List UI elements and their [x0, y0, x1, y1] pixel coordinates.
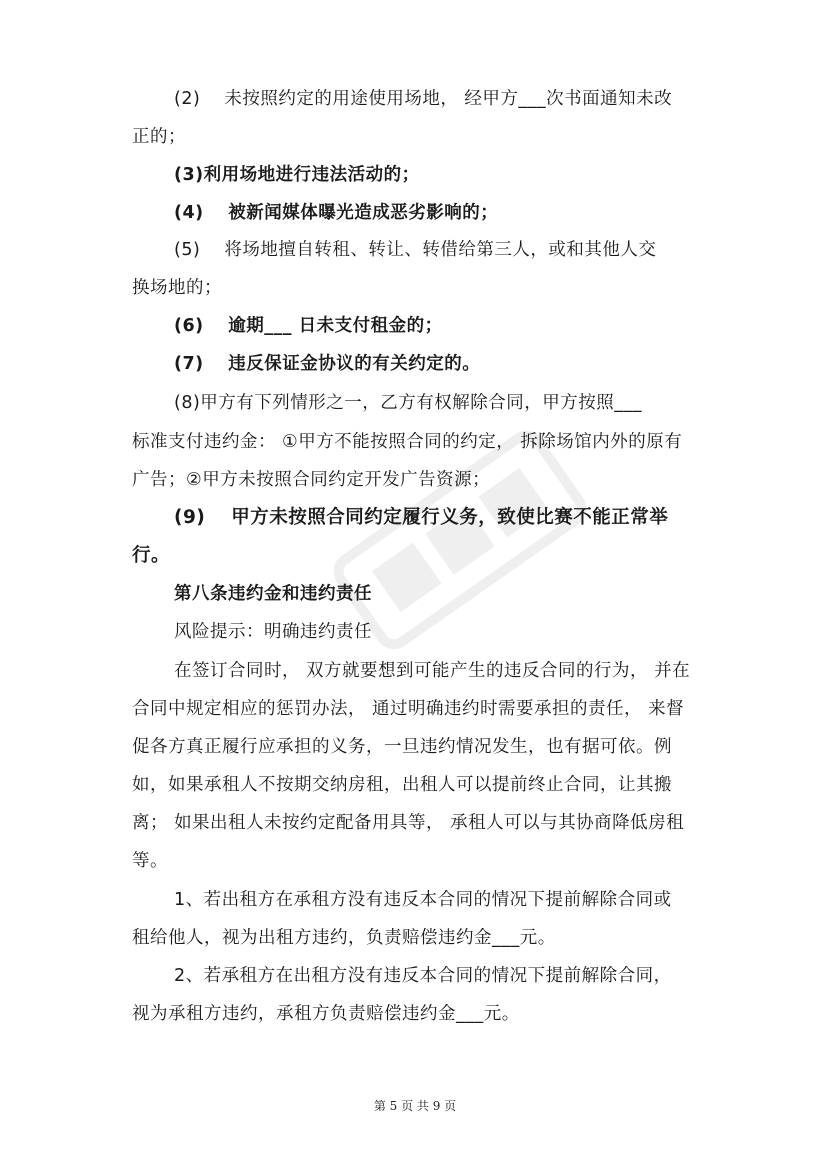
- paragraph-line-1: 在签订合同时， 双方就要想到可能产生的违反合同的行为， 并在: [174, 661, 691, 681]
- paragraph-line-5: 离； 如果出租人未按约定配备用具等， 承租人可以与其协商降低房租: [132, 813, 685, 833]
- section-heading: 第八条违约金和违约责任: [174, 584, 372, 604]
- clause-8-line-3: 广告；②甲方未按照合同约定开发广告资源；: [132, 470, 491, 490]
- clause-9-line-1: (9) 甲方未按照合同约定履行义务，致使比赛不能正常举: [174, 507, 669, 528]
- clause-6: (6) 逾期___ 日未支付租金的；: [174, 316, 443, 336]
- clause-4: (4) 被新闻媒体曝光造成恶劣影响的；: [174, 203, 499, 223]
- item-2-line-1: 2、若承租方在出租方没有违反本合同的情况下提前解除合同，: [174, 966, 672, 986]
- clause-3: (3)利用场地进行违法活动的；: [174, 165, 420, 185]
- paragraph-line-3: 促各方真正履行应承担的义务，一旦违约情况发生，也有据可依。例: [132, 737, 672, 757]
- clause-5-line-2: 换场地的；: [132, 278, 222, 298]
- clause-9-line-2: 行。: [132, 545, 171, 566]
- paragraph-line-6: 等。: [132, 851, 168, 871]
- clause-2-line-2: 正的；: [132, 127, 186, 147]
- risk-tip: 风险提示：明确违约责任: [174, 622, 372, 642]
- watermark-stamp: [300, 380, 620, 700]
- clause-8-line-2: 标准支付违约金： ①甲方不能按照合同的约定， 拆除场馆内外的原有: [132, 432, 683, 452]
- paragraph-line-2: 合同中规定相应的惩罚办法， 通过明确违约时需要承担的责任， 来督: [132, 699, 685, 719]
- clause-5-line-1: (5) 将场地擅自转租、转让、转借给第三人，或和其他人交: [174, 240, 657, 260]
- clause-2-line-1: (2) 未按照约定的用途使用场地， 经甲方___次书面通知未改: [174, 89, 673, 109]
- clause-7: (7) 违反保证金协议的有关约定的。: [174, 354, 481, 374]
- item-1-line-1: 1、若出租方在承租方没有违反本合同的情况下提前解除合同或: [174, 890, 672, 910]
- page-number: 第 5 页 共 9 页: [373, 1099, 457, 1113]
- item-2-line-2: 视为承租方违约，承租方负责赔偿违约金___元。: [132, 1004, 520, 1024]
- clause-8-line-1: (8)甲方有下列情形之一，乙方有权解除合同，甲方按照___: [174, 393, 643, 413]
- paragraph-line-4: 如，如果承租人不按期交纳房租，出租人可以提前终止合同，让其搬: [132, 775, 672, 795]
- item-1-line-2: 租给他人，视为出租方违约，负责赔偿违约金___元。: [132, 928, 556, 948]
